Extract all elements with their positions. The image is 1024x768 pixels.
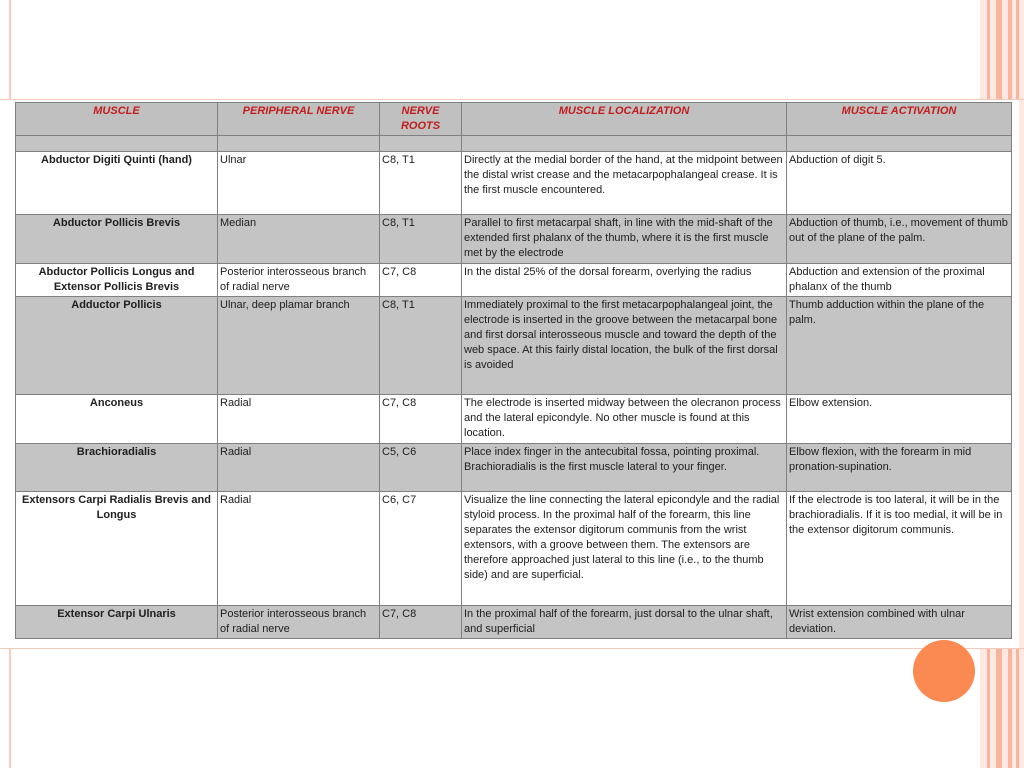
roots-cell: C7, C8 xyxy=(380,606,462,639)
table-row xyxy=(16,152,1012,215)
table-spacer-row xyxy=(16,136,1012,152)
roots-cell: C7, C8 xyxy=(380,395,462,444)
roots-cell: C8, T1 xyxy=(380,152,462,215)
header-peripheral-nerve: PERIPHERAL NERVE xyxy=(218,103,380,136)
muscle-cell: Extensors Carpi Radialis Brevis and Longus xyxy=(16,492,218,606)
muscle-cell: Abductor Pollicis Longus and Extensor Pollicis Brevis xyxy=(16,264,218,297)
header-nerve-roots: NERVE ROOTS xyxy=(380,103,462,136)
slide-bottom-rule xyxy=(0,648,1024,649)
spacer-cell xyxy=(787,136,1012,152)
muscle-cell: Extensor Carpi Ulnaris xyxy=(16,606,218,639)
roots-cell: C6, C7 xyxy=(380,492,462,606)
spacer-cell xyxy=(380,136,462,152)
activation-cell: Thumb adduction within the plane of the palm. xyxy=(787,297,1012,395)
muscle-table xyxy=(15,102,1012,639)
spacer-cell xyxy=(218,136,380,152)
header-muscle-localization: MUSCLE LOCALIZATION xyxy=(462,103,787,136)
muscle-cell: Abductor Pollicis Brevis xyxy=(16,215,218,264)
roots-cell: C8, T1 xyxy=(380,215,462,264)
localization-cell: Immediately proximal to the first metacarpophalangeal joint, the electrode is inserted in the groove between the metacarpal bone and first dorsal interosseous muscle and toward the depth of the web space. At this fairly distal location, the bulk of the first dorsal is avoided xyxy=(462,297,787,395)
nerve-cell: Radial xyxy=(218,444,380,492)
roots-cell: C7, C8 xyxy=(380,264,462,297)
localization-cell: In the distal 25% of the dorsal forearm, overlying the radius xyxy=(462,264,787,297)
table-row xyxy=(16,297,1012,395)
roots-cell: C8, T1 xyxy=(380,297,462,395)
roots-cell: C5, C6 xyxy=(380,444,462,492)
spacer-cell xyxy=(16,136,218,152)
nerve-cell: Posterior interosseous branch of radial nerve xyxy=(218,606,380,639)
localization-cell: Place index finger in the antecubital fossa, pointing proximal. Brachioradialis is the first muscle lateral to your finger. xyxy=(462,444,787,492)
localization-cell: Parallel to first metacarpal shaft, in line with the mid-shaft of the extended first phalanx of the thumb, where it is the first muscle met by the electrode xyxy=(462,215,787,264)
nerve-cell: Radial xyxy=(218,492,380,606)
localization-cell: In the proximal half of the forearm, just dorsal to the ulnar shaft, and superficial xyxy=(462,606,787,639)
table-row xyxy=(16,606,1012,639)
muscle-cell: Abductor Digiti Quinti (hand) xyxy=(16,152,218,215)
nerve-cell: Radial xyxy=(218,395,380,444)
accent-circle xyxy=(913,640,975,702)
table-row xyxy=(16,264,1012,297)
localization-cell: Visualize the line connecting the lateral epicondyle and the radial styloid process. In the proximal half of the forearm, this line separates the extensor digitorum communis from the wrist extensors, with a groove between them. The extensors are therefore approached just lateral to this line (i.e., to the thumb side) and are superficial. xyxy=(462,492,787,606)
nerve-cell: Ulnar, deep plamar branch xyxy=(218,297,380,395)
localization-cell: Directly at the medial border of the hand, at the midpoint between the distal wrist crease and the metacarpophalangeal crease. It is the first muscle encountered. xyxy=(462,152,787,215)
activation-cell: If the electrode is too lateral, it will be in the brachioradialis. If it is too medial, it will be in the extensor digitorum communis. xyxy=(787,492,1012,606)
table-header-row xyxy=(16,103,1012,136)
activation-cell: Abduction of digit 5. xyxy=(787,152,1012,215)
activation-cell: Elbow extension. xyxy=(787,395,1012,444)
header-muscle-activation: MUSCLE ACTIVATION xyxy=(787,103,1012,136)
muscle-cell: Adductor Pollicis xyxy=(16,297,218,395)
table-row xyxy=(16,492,1012,606)
table-row xyxy=(16,215,1012,264)
nerve-cell: Median xyxy=(218,215,380,264)
table-row xyxy=(16,444,1012,492)
activation-cell: Abduction of thumb, i.e., movement of thumb out of the plane of the palm. xyxy=(787,215,1012,264)
activation-cell: Abduction and extension of the proximal phalanx of the thumb xyxy=(787,264,1012,297)
header-muscle: MUSCLE xyxy=(16,103,218,136)
activation-cell: Elbow flexion, with the forearm in mid pronation-supination. xyxy=(787,444,1012,492)
table-row xyxy=(16,395,1012,444)
nerve-cell: Ulnar xyxy=(218,152,380,215)
muscle-cell: Brachioradialis xyxy=(16,444,218,492)
activation-cell: Wrist extension combined with ulnar deviation. xyxy=(787,606,1012,639)
localization-cell: The electrode is inserted midway between the olecranon process and the lateral epicondyle. No other muscle is found at this location. xyxy=(462,395,787,444)
spacer-cell xyxy=(462,136,787,152)
nerve-cell: Posterior interosseous branch of radial nerve xyxy=(218,264,380,297)
muscle-cell: Anconeus xyxy=(16,395,218,444)
